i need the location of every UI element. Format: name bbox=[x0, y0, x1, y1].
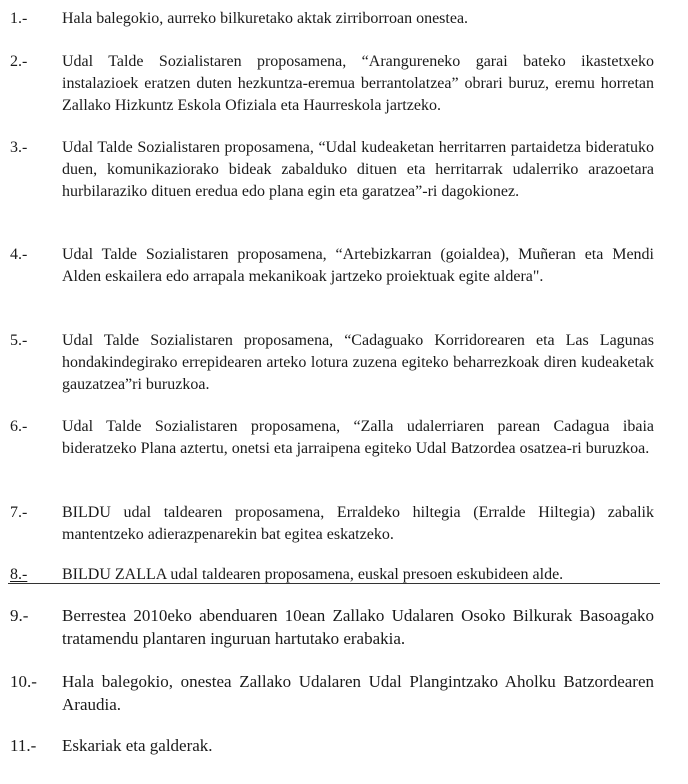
item-number: 4.- bbox=[10, 246, 28, 263]
item-text: Udal Talde Sozialistaren proposamena, “Cadaguako Korridorearen eta Las Lagunas hondakindegirako errepidearen arteko lotura zuzena egiteko beharrezkoak diren kudeaketak gauzatzea”ri buruzkoa. bbox=[62, 332, 654, 393]
item-text: BILDU udal taldearen proposamena, Erraldeko hiltegia (Erralde Hiltegia) zabalik mantentzeko adierazpenarekin bat egitea eskatzeko. bbox=[62, 504, 654, 543]
item-text: Udal Talde Sozialistaren proposamena, “Arangureneko garai bateko ikastetxeko instalazioek eratzen duten hezkuntza-eremua berrantolatzea” obrari buruz, eremu horretan Zallako Hizkuntz Eskola Ofiziala eta Haurreskola jartzeko. bbox=[62, 53, 654, 114]
item-number: 11.- bbox=[10, 736, 37, 755]
item-number: 2.- bbox=[10, 53, 28, 70]
item-text: Eskariak eta galderak. bbox=[62, 736, 213, 755]
item-text: Hala balegokio, aurreko bilkuretako aktak zirriborroan onestea. bbox=[62, 10, 469, 27]
item-text: Hala balegokio, onestea Zallako Udalaren Udal Plangintzako Aholku Batzordearen Araudia. bbox=[62, 672, 654, 714]
item-text: BILDU ZALLA udal taldearen proposamena, euskal presoen eskubideen alde. bbox=[62, 566, 564, 583]
item-number: 1.- bbox=[10, 10, 28, 27]
item-number: 10.- bbox=[10, 672, 37, 691]
item-number: 5.- bbox=[10, 332, 28, 349]
item-number: 6.- bbox=[10, 418, 28, 435]
item-number: 9.- bbox=[10, 606, 29, 625]
item-text: Berrestea 2010eko abenduaren 10ean Zallako Udalaren Osoko Bilkurak Basoagako tratamendu plantaren inguruan hartutako erabakia. bbox=[62, 606, 654, 648]
item-text: Udal Talde Sozialistaren proposamena, “Zalla udalerriaren parean Cadagua ibaia bideratzeko Plana aztertu, onetsi eta jarraipena egiteko Udal Batzordea osatzea-ri buruzkoa. bbox=[62, 418, 654, 457]
item-text: Udal Talde Sozialistaren proposamena, “Udal kudeaketan herritarren partaidetza bideratuko duen, komunikaziorako bideak zabalduko dituen eta herritarrak udalerriko arazoetara hurbilaraziko dituen eredua edo plana egin eta garatzea”-ri dagokionez. bbox=[62, 139, 654, 200]
item-number: 8.- bbox=[10, 566, 28, 583]
item-number: 3.- bbox=[10, 139, 28, 156]
item-text: Udal Talde Sozialistaren proposamena, “Artebizkarran (goialdea), Muñeran eta Mendi Alden eskailera edo arrapala mekanikoak jartzeko proiektuak egite aldera". bbox=[62, 246, 654, 285]
item-number: 7.- bbox=[10, 504, 28, 521]
underline-rule bbox=[8, 583, 660, 584]
